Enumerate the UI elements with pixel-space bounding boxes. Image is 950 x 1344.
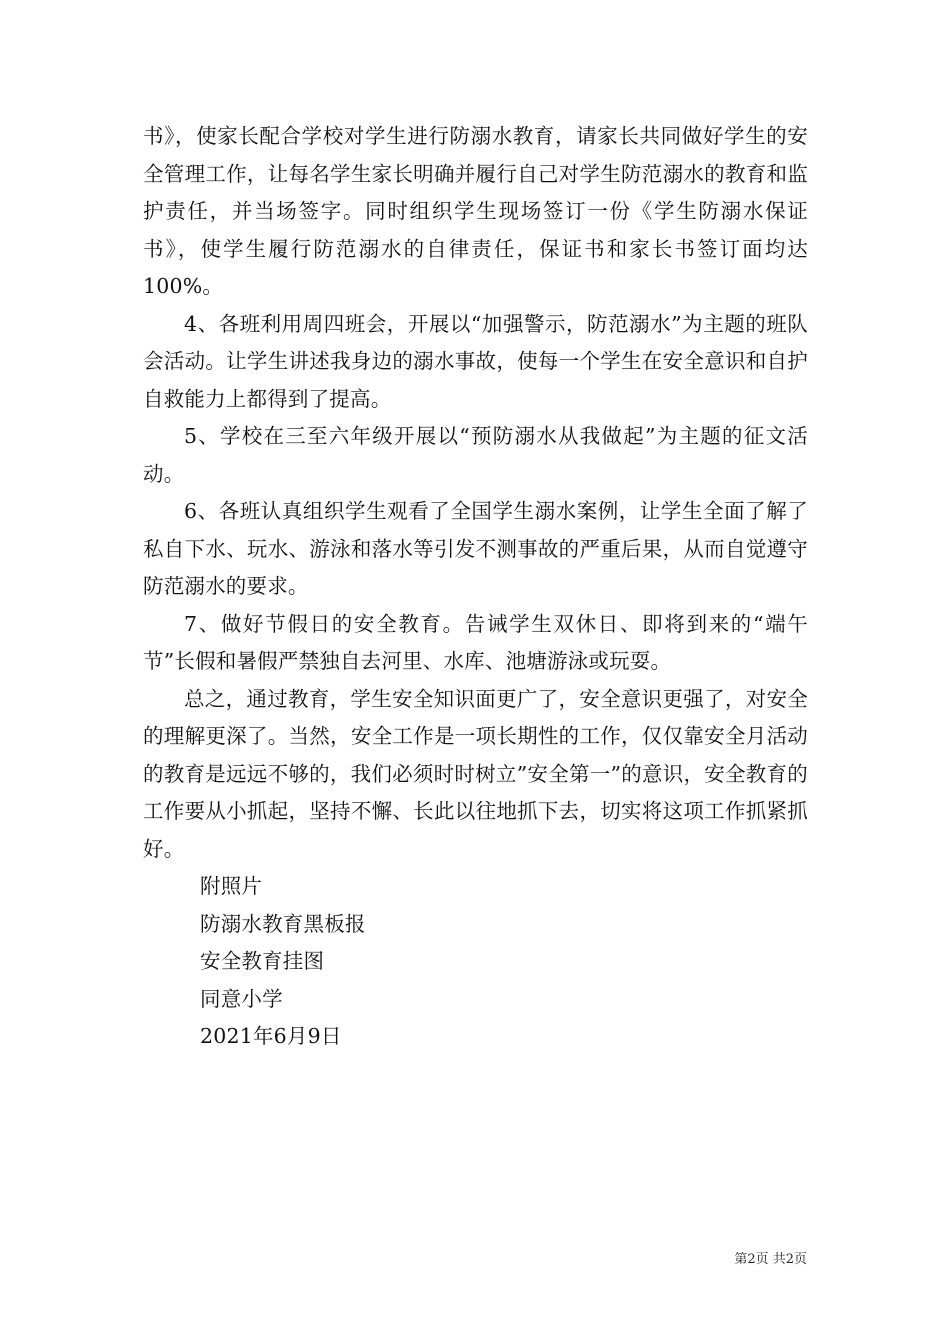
paragraph-summary: 总之，通过教育，学生安全知识面更广了，安全意识更强了，对安全的理解更深了。当然，安全工作是一项长期性的工作，仅仅靠安全月活动的教育是远远不够的，我们必须时时树立”安全第一”的意识，安全教育的工作要从小抓起，坚持不懈、长此以往地抓下去，切实将这项工作抓紧抓好。 [143, 686, 808, 861]
paragraph-item-5: 5、学校在三至六年级开展以“预防溺水从我做起”为主题的征文活动。 [143, 424, 808, 486]
school-name: 同意小学 [200, 986, 283, 1011]
attachment-item: 防溺水教育黑板报 [200, 911, 366, 936]
attachment-item: 安全教育挂图 [200, 949, 325, 973]
paragraph-item-6: 6、各班认真组织学生观看了全国学生溺水案例，让学生全面了解了私自下水、玩水、游泳和落水等引发不测事故的严重后果，从而自觉遵守防范溺水的要求。 [143, 499, 808, 598]
document-body [143, 118, 808, 1056]
paragraph-item-7: 7、做好节假日的安全教育。告诫学生双休日、即将到来的“端午节”长假和暑假严禁独自去河里、水库、池塘游泳或玩耍。 [143, 611, 808, 673]
attachments-label: 附照片 [200, 874, 263, 898]
document-date: 2021年6月9日 [200, 1024, 342, 1048]
paragraph-item-4: 4、各班利用周四班会，开展以“加强警示，防范溺水”为主题的班队会活动。让学生讲述我身边的溺水事故，使每一个学生在安全意识和自护自救能力上都得到了提高。 [143, 311, 808, 411]
paragraph-continuation: 书》，使家长配合学校对学生进行防溺水教育，请家长共同做好学生的安全管理工作，让每名学生家长明确并履行自己对学生防范溺水的教育和监护责任，并当场签字。同时组织学生现场签订一份《学生防溺水保证书》，使学生履行防范溺水的自律责任，保证书和家长书签订面均达100%。 [143, 124, 808, 298]
page-number-footer: 第2页 共2页 [734, 1252, 807, 1267]
